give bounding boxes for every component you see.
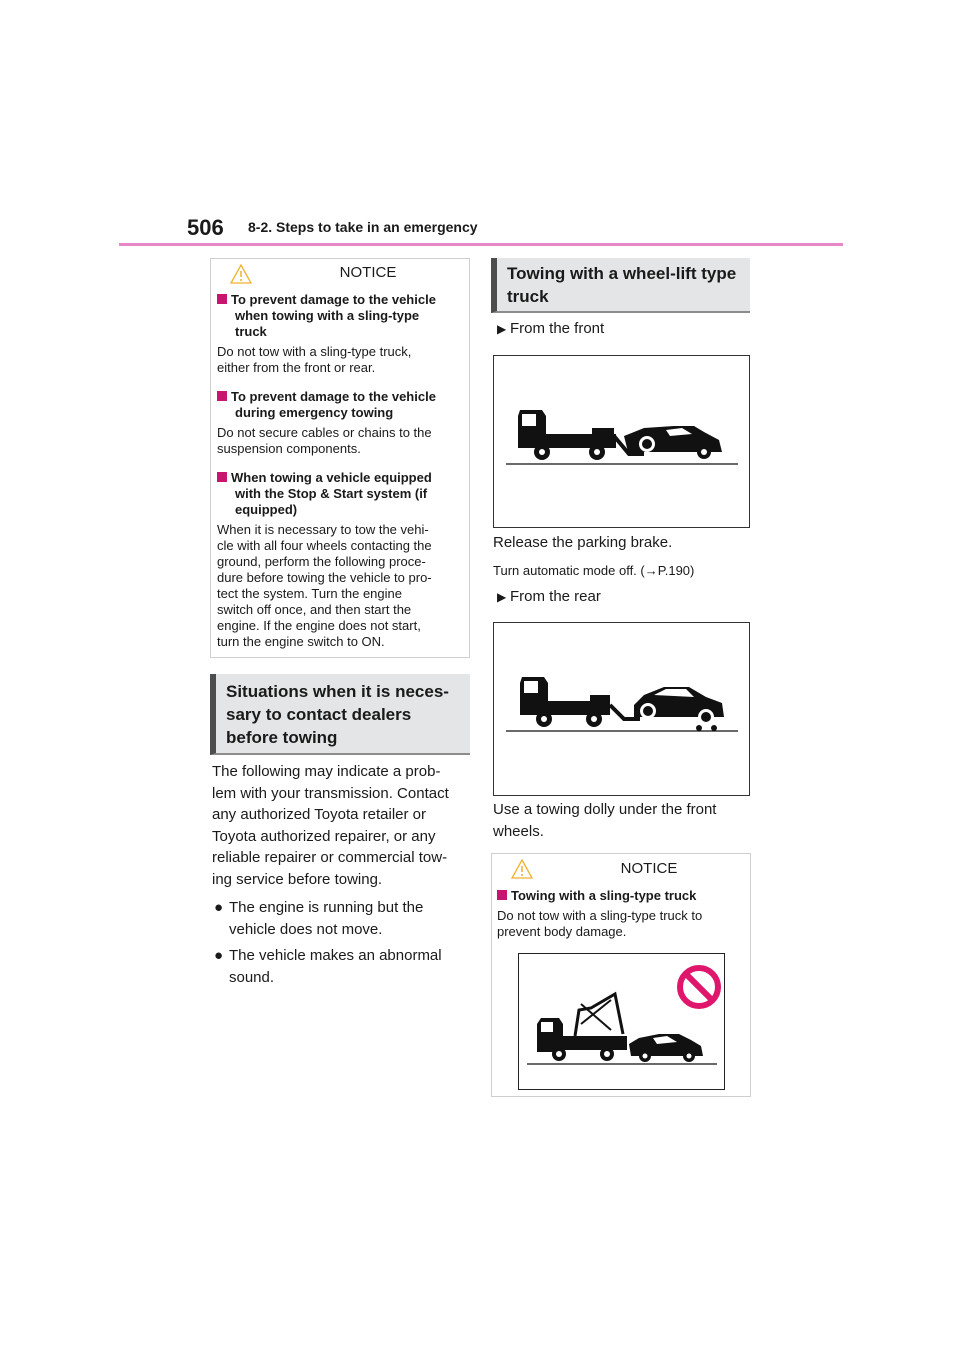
- heading-line: Towing with a wheel-lift type: [507, 264, 737, 283]
- section-heading-wheel-lift: [491, 258, 750, 313]
- notice-item-body: When it is necessary to tow the vehi- cle with all four wheels contacting the ground, perform the following proce- dure before towing the vehicle to pro- tect the system. Turn the engine switch off once, and then start the engine. If the engine does not start, turn the engine switch to ON.: [217, 522, 432, 649]
- notice-item-heading: When towing a vehicle equipped with the Stop & Start system (if equipped): [217, 470, 467, 518]
- tow-front-illustration: [494, 356, 749, 527]
- notice-item-heading: Towing with a sling-type truck: [497, 888, 696, 904]
- figure-sling-prohibited: [518, 953, 725, 1090]
- bullet-item: ● The engine is running but the vehicle does not move.: [214, 899, 424, 938]
- square-bullet-icon: [497, 890, 507, 900]
- notice-label: NOTICE: [339, 264, 397, 281]
- notice-item-body: Do not secure cables or chains to the suspension components.: [217, 425, 432, 456]
- heading-line: Situations when it is neces-: [226, 682, 449, 701]
- from-front-label: From the front: [510, 320, 605, 337]
- sling-truck-illustration: [519, 954, 724, 1089]
- bullet-dot-icon: ●: [214, 947, 224, 964]
- heading-line: sary to contact dealers: [226, 705, 412, 724]
- figure-tow-rear: [493, 622, 750, 796]
- notice-item-body: Do not tow with a sling-type truck, either from the front or rear.: [217, 344, 412, 375]
- section-title: 8-2. Steps to take in an emergency: [248, 219, 478, 235]
- auto-mode-note: Turn automatic mode off. (→P.190): [493, 563, 695, 578]
- release-brake-text: Release the parking brake.: [493, 534, 673, 551]
- notice-label: NOTICE: [620, 860, 678, 877]
- square-bullet-icon: [217, 391, 227, 401]
- page-number: 506: [187, 215, 224, 240]
- header-rule: [119, 243, 843, 246]
- section-heading-dealers: [210, 674, 470, 755]
- heading-line: truck: [507, 287, 549, 306]
- arrow-bullet-icon: ▶: [497, 590, 507, 604]
- square-bullet-icon: [217, 472, 227, 482]
- notice-item-heading: To prevent damage to the vehicle during emergency towing: [217, 389, 467, 421]
- square-bullet-icon: [217, 294, 227, 304]
- notice-box-sling: [491, 853, 751, 1097]
- bullet-item: ● The vehicle makes an abnormal sound.: [214, 947, 442, 986]
- from-rear-label: From the rear: [510, 588, 601, 605]
- notice-item-body: Do not tow with a sling-type truck to prevent body damage.: [497, 908, 703, 939]
- notice-box-towing: [210, 258, 470, 658]
- bullet-dot-icon: ●: [214, 899, 224, 916]
- towing-dolly-text: Use a towing dolly under the front wheels.: [493, 801, 717, 840]
- arrow-bullet-icon: ▶: [497, 322, 507, 336]
- figure-tow-front: [493, 355, 750, 528]
- notice-item-heading: To prevent damage to the vehicle when towing with a sling-type truck: [217, 292, 467, 340]
- heading-line: before towing: [226, 728, 338, 747]
- dealers-paragraph: The following may indicate a prob- lem with your transmission. Contact any authorized Toyota retailer or Toyota authorized repairer, or any reliable repairer or commercial tow- ing service before towing.: [212, 763, 449, 888]
- tow-rear-illustration: [494, 623, 749, 795]
